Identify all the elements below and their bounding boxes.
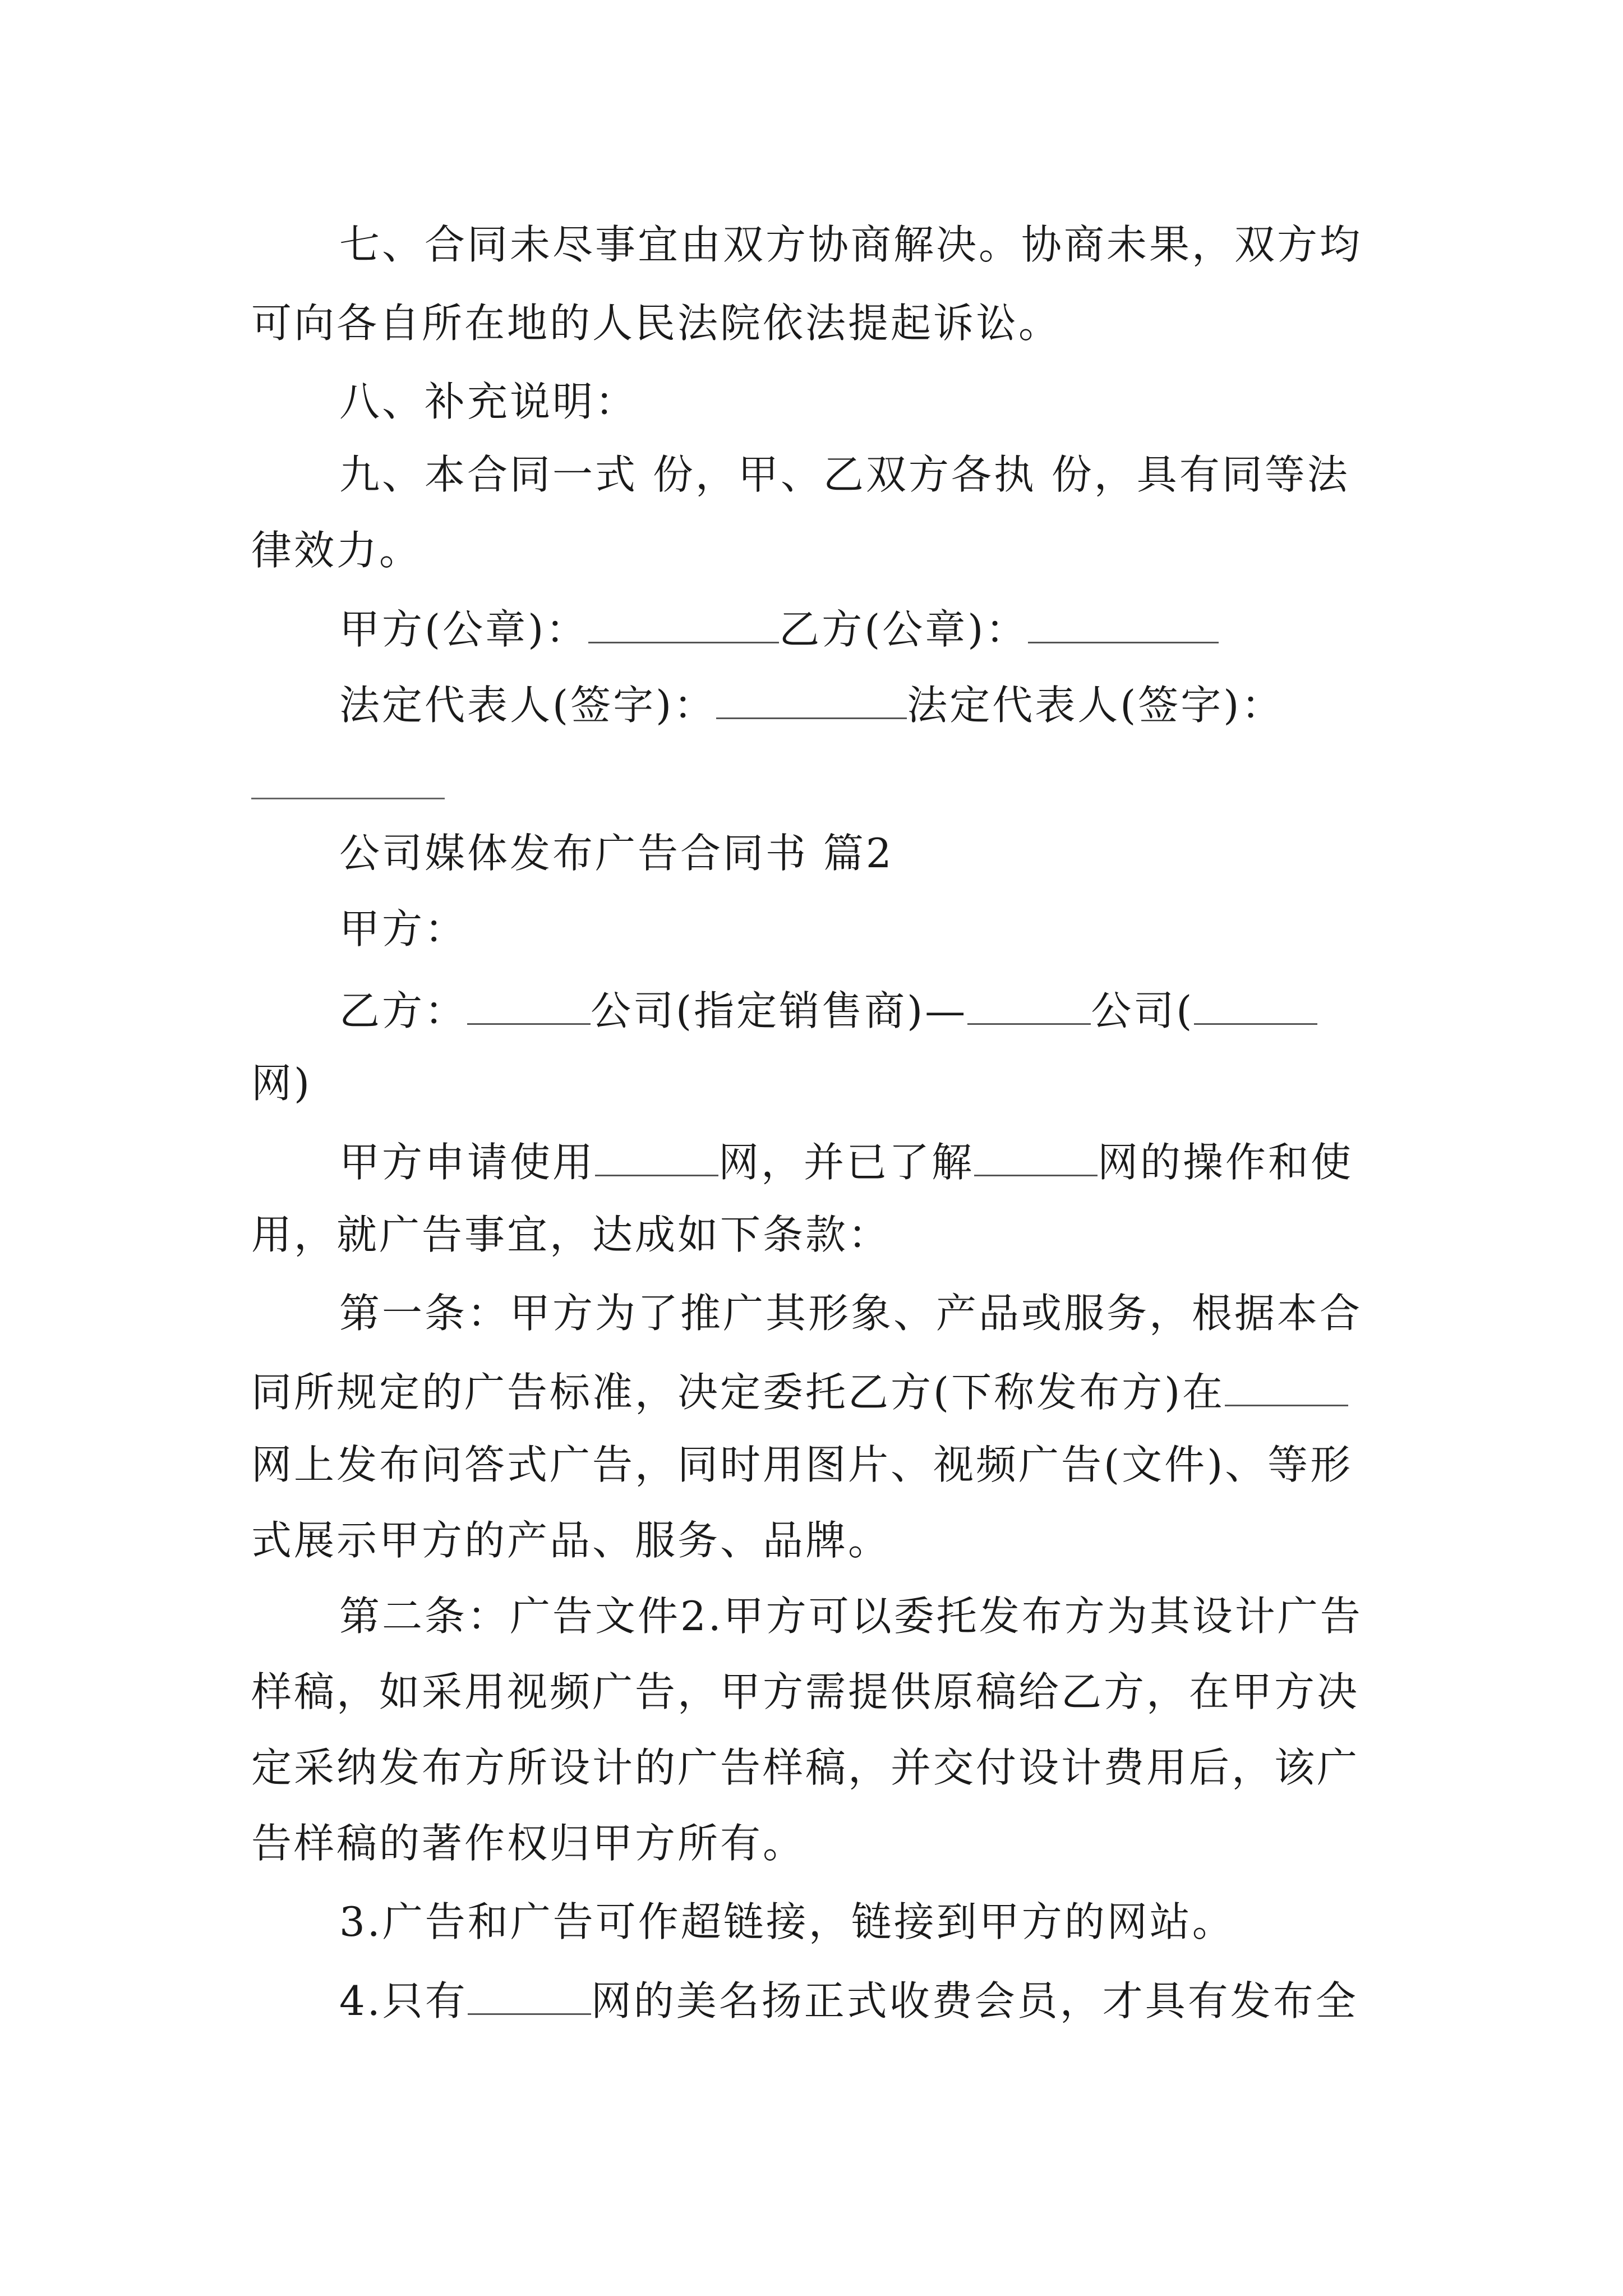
party-seal-line [339, 606, 1219, 653]
party-b-line-1 [339, 987, 1317, 1034]
party-b-label: 乙方： [339, 987, 468, 1034]
dealer-company-text: 公司(指定销售商)— [591, 987, 968, 1034]
application-line-2: 用，就广告事宜，达成如下条款： [251, 1211, 891, 1258]
site-name-blank [1194, 987, 1317, 1025]
party-a-rep-label: 法定代表人(签字)： [339, 682, 717, 729]
article-1-line-3: 网上发布问答式广告，同时用图片、视频广告(文件)、等形 [251, 1441, 1353, 1488]
clause-7-line-1: 七、合同未尽事宜由双方协商解决。协商未果，双方均 [339, 221, 1363, 268]
article-2-line-4: 告样稿的著作权归甲方所有。 [251, 1820, 806, 1867]
party-b-seal-blank [1028, 606, 1219, 643]
article-1-line-1: 第一条：甲方为了推广其形象、产品或服务，根据本合 [339, 1290, 1363, 1337]
article-1-line-4: 式展示甲方的产品、服务、品牌。 [251, 1517, 891, 1564]
party-a-rep-blank [716, 682, 907, 719]
section-heading: 公司媒体发布广告合同书 篇2 [339, 830, 894, 877]
application-text-2: 网，并已了解 [718, 1139, 975, 1186]
party-a-line: 甲方： [339, 905, 468, 953]
clause-8: 八、补充说明： [339, 378, 638, 425]
site-company-blank [967, 987, 1091, 1025]
item-4-website-blank [468, 1977, 591, 2015]
party-a-seal-label: 甲方(公章)： [339, 606, 589, 653]
item-4-line-1 [339, 1977, 1358, 2024]
clause-9-line-2: 律效力。 [251, 527, 422, 574]
clause-7-line-2: 可向各自所在地的人民法院依法提起诉讼。 [251, 300, 1062, 347]
website-blank-1 [595, 1139, 718, 1176]
item-4-text-2: 网的美名扬正式收费会员，才具有发布全 [591, 1977, 1358, 2024]
article-2-line-2: 样稿，如采用视频广告，甲方需提供原稿给乙方，在甲方决 [251, 1668, 1360, 1715]
party-b-seal-label: 乙方(公章)： [779, 606, 1029, 653]
website-blank-2 [974, 1139, 1098, 1176]
article-1-text-2: 同所规定的广告标准，决定委托乙方(下称发布方)在 [251, 1369, 1225, 1416]
party-b-line-2: 网) [251, 1060, 312, 1107]
article-2-line-1: 第二条：广告文件2.甲方可以委托发布方为其设计广告 [339, 1593, 1363, 1640]
dealer-company-blank [467, 987, 591, 1025]
party-a-seal-blank [588, 606, 779, 643]
article-1-website-blank [1225, 1369, 1348, 1406]
article-2-line-3: 定采纳发布方所设计的广告样稿，并交付设计费用后，该广 [251, 1744, 1360, 1791]
application-text-1: 甲方申请使用 [339, 1139, 596, 1186]
clause-9-line-1: 九、本合同一式 份，甲、乙双方各执 份，具有同等法 [339, 451, 1350, 498]
party-b-rep-blank [251, 798, 445, 799]
application-line-1 [339, 1139, 1354, 1186]
item-3: 3.广告和广告可作超链接，链接到甲方的网站。 [339, 1898, 1235, 1945]
article-1-line-2 [251, 1369, 1348, 1416]
item-4-text-1: 4.只有 [339, 1977, 468, 2024]
application-text-3: 网的操作和使 [1098, 1139, 1354, 1186]
party-b-rep-label: 法定代表人(签字)： [907, 682, 1284, 729]
legal-rep-line [339, 682, 1284, 729]
site-company-text: 公司( [1091, 987, 1195, 1034]
